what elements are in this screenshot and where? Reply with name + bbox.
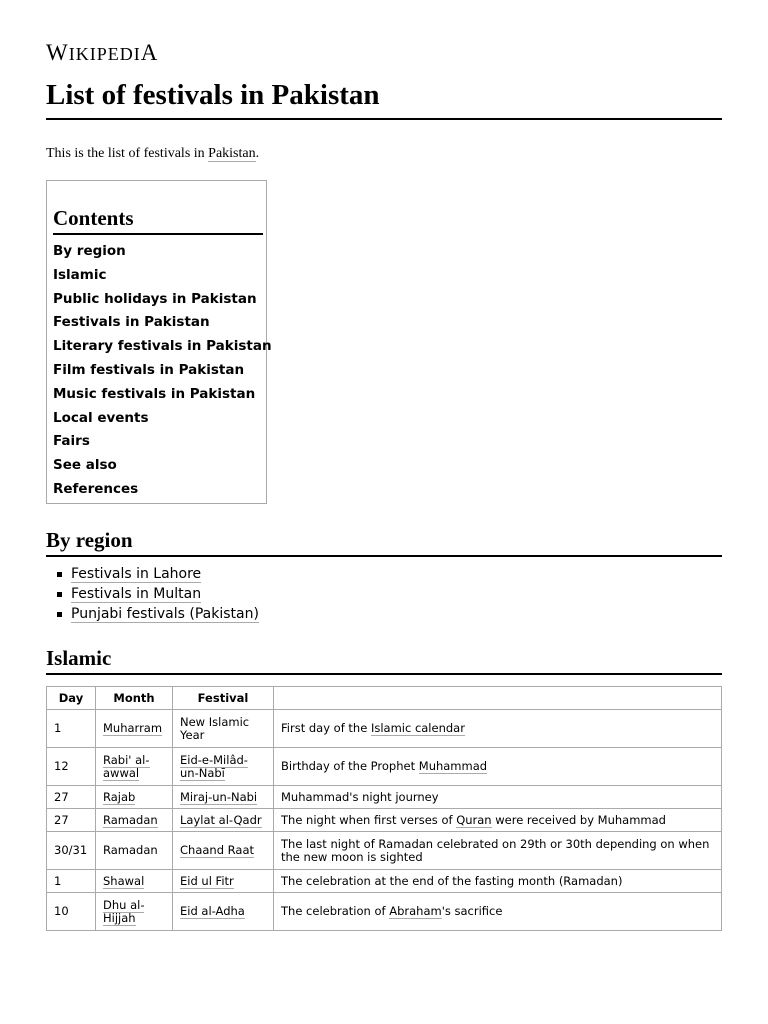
- intro-text: This is the list of festivals in: [46, 146, 209, 161]
- table-row: [47, 809, 722, 832]
- description-link[interactable]: Abraham: [389, 904, 442, 918]
- section-heading-islamic: Islamic: [46, 644, 722, 675]
- pakistan-link[interactable]: Pakistan: [208, 146, 256, 161]
- festival-cell: [173, 870, 274, 893]
- toc-list: [53, 240, 272, 502]
- festival-link[interactable]: Eid al-Adha: [180, 904, 245, 918]
- description-link[interactable]: Muhammad: [418, 759, 488, 773]
- toc-item-film-festivals[interactable]: Film festivals in Pakistan: [53, 361, 245, 378]
- description-link[interactable]: Islamic calendar: [370, 721, 465, 735]
- intro-end: .: [255, 146, 260, 161]
- month-link[interactable]: Shawal: [103, 873, 145, 888]
- column-header-festival: Festival: [173, 687, 274, 710]
- table-row: [47, 893, 722, 931]
- table-of-contents: [46, 180, 272, 504]
- description-text: Muhammad's night journey: [281, 789, 439, 804]
- description-cell: [274, 748, 722, 786]
- festival-link[interactable]: Eid ul Fitr: [180, 873, 234, 888]
- list-item: [56, 584, 259, 604]
- wordmark-smallcaps: IKIPEDI: [68, 44, 141, 64]
- table-row: [47, 710, 722, 748]
- month-cell: [96, 710, 173, 748]
- festival-link[interactable]: Miraj-un-Nabi: [180, 789, 258, 804]
- day-cell: 10: [47, 893, 96, 931]
- bullet-icon: [57, 592, 62, 597]
- day-cell: 30/31: [47, 832, 96, 870]
- description-text: First day of the: [281, 721, 371, 735]
- bullet-icon: [57, 612, 62, 617]
- month-cell: Ramadan: [96, 832, 173, 870]
- toc-item-references[interactable]: References: [53, 480, 139, 497]
- toc-item-music-festivals[interactable]: Music festivals in Pakistan: [53, 385, 256, 402]
- day-cell: 12: [47, 748, 96, 786]
- festival-cell: [173, 809, 274, 832]
- month-link[interactable]: Rajab: [103, 789, 136, 804]
- table-row: [47, 870, 722, 893]
- table-row: [47, 832, 722, 870]
- month-cell: [96, 748, 173, 786]
- description-link[interactable]: Quran: [456, 812, 492, 827]
- description-text-end: were received by Muhammad: [491, 812, 666, 827]
- festivals-in-multan-link[interactable]: Festivals in Multan: [71, 586, 202, 602]
- table-row: [47, 748, 722, 786]
- month-link[interactable]: Ramadan: [103, 812, 158, 827]
- column-header-description: [274, 687, 722, 710]
- month-link[interactable]: Rabi' al-awwal: [103, 752, 150, 780]
- day-cell: 27: [47, 786, 96, 809]
- day-cell: 27: [47, 809, 96, 832]
- toc-item-local-events[interactable]: Local events: [53, 409, 149, 426]
- festival-cell: [173, 748, 274, 786]
- description-text-end: 's sacrifice: [441, 904, 503, 918]
- month-cell: [96, 809, 173, 832]
- description-text: The celebration of: [281, 904, 390, 918]
- wordmark-initial: W: [46, 40, 69, 65]
- intro-paragraph: [46, 146, 259, 162]
- month-link[interactable]: Dhu al-Hijjah: [103, 897, 145, 925]
- day-cell: 1: [47, 710, 96, 748]
- festival-cell: New Islamic Year: [173, 710, 274, 748]
- description-cell: [274, 786, 722, 809]
- toc-item-festivals[interactable]: Festivals in Pakistan: [53, 314, 210, 331]
- festival-cell: [173, 893, 274, 931]
- list-item: [56, 604, 259, 624]
- description-cell: [274, 832, 722, 870]
- bullet-icon: [57, 572, 62, 577]
- day-cell: 1: [47, 870, 96, 893]
- toc-item-fairs[interactable]: Fairs: [53, 433, 90, 450]
- festival-cell: [173, 786, 274, 809]
- toc-item-see-also[interactable]: See also: [53, 457, 117, 474]
- festivals-in-lahore-link[interactable]: Festivals in Lahore: [71, 566, 202, 582]
- toc-heading: Contents: [53, 204, 263, 235]
- section-heading-by-region: By region: [46, 526, 722, 557]
- toc-item-by-region[interactable]: By region: [53, 243, 126, 259]
- festival-link[interactable]: Eid-e-Milâd-un-Nabī: [180, 752, 248, 780]
- toc-item-public-holidays[interactable]: Public holidays in Pakistan: [53, 290, 257, 307]
- wikipedia-wordmark[interactable]: [46, 40, 158, 66]
- description-text: Birthday of the Prophet: [281, 759, 419, 773]
- festival-cell: [173, 832, 274, 870]
- month-cell: [96, 786, 173, 809]
- month-link[interactable]: Muharram: [103, 721, 163, 735]
- toc-item-literary-festivals[interactable]: Literary festivals in Pakistan: [53, 338, 272, 355]
- description-text: The celebration at the end of the fasting month (Ramadan): [281, 873, 623, 888]
- column-header-month: Month: [96, 687, 173, 710]
- description-text: The last night of Ramadan celebrated on 29th or 30th depending on when the new moon is sighted: [281, 836, 710, 864]
- region-list: [56, 564, 259, 624]
- wordmark-final: A: [140, 40, 159, 65]
- column-header-day: Day: [47, 687, 96, 710]
- islamic-festivals-table: [46, 686, 722, 931]
- festival-link[interactable]: Chaand Raat: [180, 843, 254, 857]
- toc-item-islamic[interactable]: Islamic: [53, 266, 107, 283]
- page-title: List of festivals in Pakistan: [46, 76, 722, 120]
- table-row: [47, 786, 722, 809]
- description-cell: [274, 893, 722, 931]
- description-cell: [274, 710, 722, 748]
- list-item: [56, 564, 259, 584]
- punjabi-festivals-link[interactable]: Punjabi festivals (Pakistan): [71, 606, 259, 622]
- month-cell: [96, 893, 173, 931]
- description-cell: [274, 870, 722, 893]
- description-text: The night when first verses of: [281, 812, 457, 827]
- month-cell: [96, 870, 173, 893]
- festival-link[interactable]: Laylat al-Qadr: [180, 812, 262, 827]
- table-header-row: [47, 687, 722, 710]
- description-cell: [274, 809, 722, 832]
